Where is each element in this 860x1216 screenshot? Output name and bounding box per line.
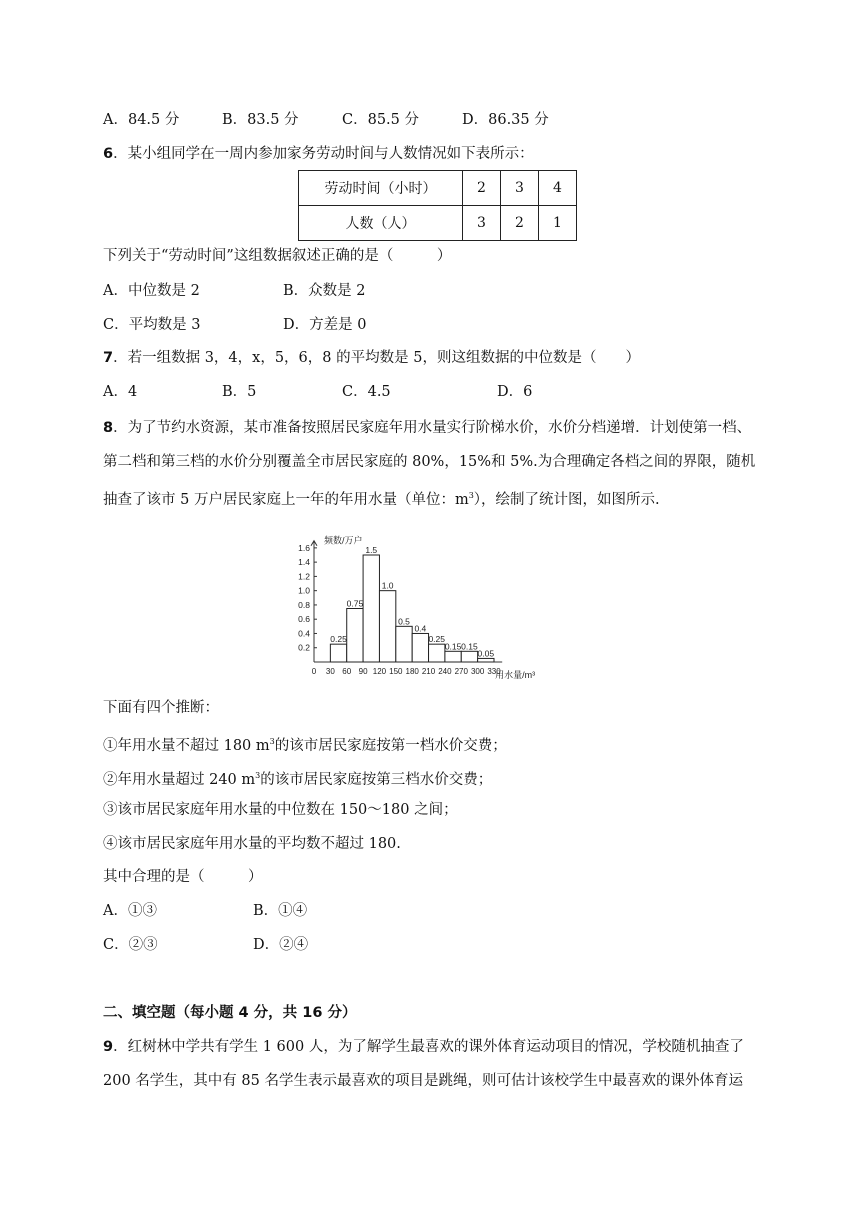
q5-option-b[interactable]: B．83.5 分 xyxy=(222,112,299,128)
q9-stem-text-1: ．红树林中学共有学生 1 600 人，为了解学生最喜欢的课外体育运动项目的情况，学校随机抽查了 xyxy=(113,1039,744,1055)
q5-option-a[interactable]: A．84.5 分 xyxy=(103,112,180,128)
q8-stem-text-3a: 抽查了该市 5 万户居民家庭上一年的年用水量（单位：m xyxy=(103,491,469,508)
x-tick-label: 180 xyxy=(405,667,419,676)
q7-stem xyxy=(103,348,640,368)
x-tick-label: 210 xyxy=(421,667,436,676)
histogram-bar xyxy=(478,658,494,662)
table-cell: 3 xyxy=(501,171,539,206)
histogram-bar xyxy=(396,626,412,662)
histogram-bar xyxy=(412,633,428,662)
x-tick-label: 330 xyxy=(487,667,501,676)
section-2-title: 二、填空题（每小题 4 分，共 16 分） xyxy=(103,1005,357,1021)
q8-option-a[interactable]: A．①③ xyxy=(103,903,157,919)
q8-statement-1a: ①年用水量不超过 180 m xyxy=(103,737,270,754)
q5-option-c[interactable]: C．85.5 分 xyxy=(342,112,419,128)
bar-value-label: 0.5 xyxy=(398,616,410,627)
q7-option-d[interactable]: D．6 xyxy=(497,384,533,400)
y-tick-label: 0.8 xyxy=(298,599,310,610)
histogram-bar xyxy=(445,651,461,662)
superscript-3: 3 xyxy=(269,737,275,746)
bar-value-label: 1.5 xyxy=(365,545,378,555)
bar-value-label: 0.25 xyxy=(428,634,446,645)
y-tick-label: 1.4 xyxy=(298,557,310,568)
q7-option-c[interactable]: C．4.5 xyxy=(342,384,391,400)
x-tick-label: 240 xyxy=(438,667,452,676)
histogram-bar xyxy=(379,591,395,662)
x-axis-title: 用水量/m³ xyxy=(495,670,536,680)
labor-time-table xyxy=(298,170,577,241)
histogram-bar xyxy=(347,609,363,663)
histogram-bar xyxy=(461,651,477,662)
y-tick-label: 1.2 xyxy=(298,571,310,582)
q5-option-d[interactable]: D．86.35 分 xyxy=(462,112,549,128)
q6-stem-text: ．某小组同学在一周内参加家务劳动时间与人数情况如下表所示： xyxy=(113,146,534,162)
q6-option-c[interactable]: C．平均数是 3 xyxy=(103,317,201,333)
q7-option-a[interactable]: A．4 xyxy=(103,384,138,400)
q8-stem-text-3b: ），绘制了统计图，如图所示. xyxy=(473,491,660,508)
table-cell: 2 xyxy=(463,171,501,206)
y-tick-label: 1.0 xyxy=(298,585,310,596)
superscript-3: 3 xyxy=(255,771,261,780)
q8-stem-line-3 xyxy=(103,486,660,510)
q6-question: 下列关于“劳动时间”这组数据叙述正确的是（ ） xyxy=(103,248,452,264)
q9-stem-line-1 xyxy=(103,1037,744,1057)
q6-number: 6 xyxy=(103,146,114,162)
q9-stem-line-2: 200 名学生，其中有 85 名学生表示最喜欢的项目是跳绳，则可估计该校学生中最喜欢的课外体育运 xyxy=(103,1073,743,1089)
histogram-bar xyxy=(363,555,379,662)
x-tick-label: 0 xyxy=(311,667,317,676)
x-tick-label: 60 xyxy=(342,667,352,676)
q8-option-d[interactable]: D．②④ xyxy=(253,937,309,953)
table-cell: 1 xyxy=(539,206,577,241)
bar-value-label: 0.75 xyxy=(346,598,364,609)
bar-value-label: 0.15 xyxy=(444,641,462,652)
q8-number: 8 xyxy=(103,420,114,436)
q8-statement-2b: 的该市居民家庭按第三档水价交费； xyxy=(260,771,493,788)
q9-number: 9 xyxy=(103,1039,114,1055)
q8-statement-1 xyxy=(103,732,507,756)
q8-statement-2a: ②年用水量超过 240 m xyxy=(103,771,256,788)
q8-question: 其中合理的是（ ） xyxy=(103,869,263,885)
y-axis-title: 频数/万户 xyxy=(324,535,363,546)
q8-stem-line-1 xyxy=(103,418,751,438)
q8-statement-4: ④该市居民家庭年用水量的平均数不超过 180. xyxy=(103,836,401,852)
x-tick-label: 150 xyxy=(389,667,403,676)
table-row xyxy=(299,206,577,241)
q8-option-c[interactable]: C．②③ xyxy=(103,937,158,953)
q8-stem-line-2: 第二档和第三档的水价分别覆盖全市居民家庭的 80%，15%和 5%.为合理确定各档之间的界限，随机 xyxy=(103,454,756,470)
q8-statement-2 xyxy=(103,766,492,790)
q7-stem-text: ．若一组数据 3，4，x，5，6，8 的平均数是 5，则这组数据的中位数是（ ） xyxy=(113,350,640,366)
y-tick-label: 0.2 xyxy=(298,642,310,653)
q7-option-b[interactable]: B．5 xyxy=(222,384,257,400)
bar-value-label: 0.15 xyxy=(461,641,478,652)
q8-statement-1b: 的该市居民家庭按第一档水价交费； xyxy=(274,737,507,754)
water-usage-histogram xyxy=(282,520,572,690)
x-tick-label: 120 xyxy=(372,667,387,676)
q6-option-a[interactable]: A．中位数是 2 xyxy=(103,283,200,299)
bar-value-label: 0.05 xyxy=(477,648,495,659)
histogram-bar xyxy=(429,644,445,662)
y-tick-label: 0.6 xyxy=(298,614,310,625)
table-cell: 3 xyxy=(463,206,501,241)
q6-option-d[interactable]: D．方差是 0 xyxy=(283,317,367,333)
bar-value-label: 0.4 xyxy=(414,623,427,634)
y-tick-label: 1.6 xyxy=(298,542,310,553)
table-row xyxy=(299,171,577,206)
table-cell: 2 xyxy=(501,206,539,241)
q6-option-b[interactable]: B．众数是 2 xyxy=(283,283,366,299)
q6-stem xyxy=(103,144,534,164)
q8-stem-text-1: ．为了节约水资源，某市准备按照居民家庭年用水量实行阶梯水价，水价分档递增．计划使第一档、 xyxy=(113,420,752,436)
y-tick-label: 0.4 xyxy=(298,628,310,639)
superscript-3: 3 xyxy=(468,491,474,500)
table-header-labor-time: 劳动时间（小时） xyxy=(299,171,463,206)
q7-number: 7 xyxy=(103,350,114,366)
x-tick-label: 90 xyxy=(358,667,368,676)
histogram-bar xyxy=(330,644,346,662)
q8-intro: 下面有四个推断： xyxy=(103,700,219,716)
x-tick-label: 270 xyxy=(454,667,468,676)
x-tick-label: 300 xyxy=(470,667,485,676)
table-header-people: 人数（人） xyxy=(299,206,463,241)
q8-option-b[interactable]: B．①④ xyxy=(253,903,308,919)
bar-value-label: 0.25 xyxy=(330,634,347,645)
bar-value-label: 1.0 xyxy=(381,580,394,591)
x-tick-label: 30 xyxy=(325,667,335,676)
table-cell: 4 xyxy=(539,171,577,206)
q8-statement-3: ③该市居民家庭年用水量的中位数在 150～180 之间； xyxy=(103,802,458,818)
